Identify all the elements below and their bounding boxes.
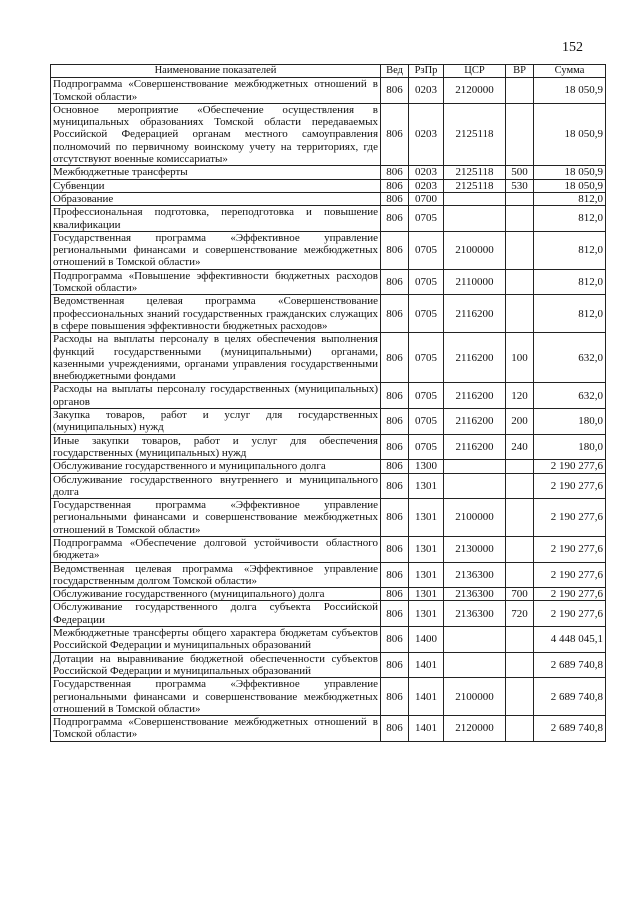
- cell-sum: 18 050,9: [534, 166, 606, 179]
- cell-name: Подпрограмма «Совершенствование межбюджетных отношений в Томской области»: [51, 78, 381, 104]
- cell-rzpr: 0203: [409, 78, 444, 104]
- cell-csr: [444, 460, 506, 473]
- cell-name: Обслуживание государственного долга субъекта Российской Федерации: [51, 601, 381, 627]
- cell-rzpr: 1400: [409, 627, 444, 653]
- cell-sum: 2 689 740,8: [534, 652, 606, 678]
- cell-sum: 812,0: [534, 231, 606, 269]
- cell-name: Обслуживание государственного (муниципального) долга: [51, 588, 381, 601]
- cell-ved: 806: [381, 295, 409, 333]
- cell-sum: 2 190 277,6: [534, 588, 606, 601]
- cell-ved: 806: [381, 192, 409, 205]
- cell-sum: 812,0: [534, 295, 606, 333]
- cell-vr: [506, 103, 534, 165]
- cell-rzpr: 1301: [409, 588, 444, 601]
- cell-rzpr: 0705: [409, 295, 444, 333]
- table-row: [51, 678, 606, 716]
- table-row: [51, 473, 606, 499]
- cell-rzpr: 1301: [409, 473, 444, 499]
- cell-csr: 2125118: [444, 179, 506, 192]
- table-row: [51, 434, 606, 460]
- cell-sum: 2 689 740,8: [534, 716, 606, 742]
- cell-ved: 806: [381, 588, 409, 601]
- cell-csr: 2110000: [444, 269, 506, 295]
- cell-vr: [506, 536, 534, 562]
- cell-rzpr: 1401: [409, 678, 444, 716]
- cell-sum: 18 050,9: [534, 78, 606, 104]
- cell-rzpr: 0203: [409, 103, 444, 165]
- header-row: [51, 65, 606, 78]
- cell-vr: [506, 192, 534, 205]
- cell-name: Ведомственная целевая программа «Совершенствование профессиональных знаний государственных гражданских служащих в сфере повышения эффективности бюджетных расходов»: [51, 295, 381, 333]
- cell-vr: [506, 652, 534, 678]
- cell-csr: 2116200: [444, 434, 506, 460]
- cell-vr: [506, 269, 534, 295]
- cell-name: Дотации на выравнивание бюджетной обеспеченности субъектов Российской Федерации и муниципальных образований: [51, 652, 381, 678]
- table-row: [51, 103, 606, 165]
- cell-sum: 632,0: [534, 333, 606, 383]
- table-row: [51, 460, 606, 473]
- cell-ved: 806: [381, 231, 409, 269]
- cell-name: Иные закупки товаров, работ и услуг для обеспечения государственных (муниципальных) нужд: [51, 434, 381, 460]
- cell-ved: 806: [381, 601, 409, 627]
- budget-table: [50, 64, 606, 742]
- cell-rzpr: 0705: [409, 434, 444, 460]
- table-row: [51, 192, 606, 205]
- cell-vr: [506, 678, 534, 716]
- cell-vr: [506, 460, 534, 473]
- cell-rzpr: 0203: [409, 166, 444, 179]
- header-ved: Вед: [381, 65, 409, 78]
- table-row: [51, 333, 606, 383]
- cell-vr: [506, 499, 534, 537]
- cell-sum: 18 050,9: [534, 179, 606, 192]
- cell-csr: 2136300: [444, 562, 506, 588]
- cell-vr: [506, 473, 534, 499]
- cell-sum: 812,0: [534, 192, 606, 205]
- cell-csr: 2116200: [444, 295, 506, 333]
- table-row: [51, 716, 606, 742]
- cell-rzpr: 0700: [409, 192, 444, 205]
- cell-csr: [444, 473, 506, 499]
- cell-csr: [444, 206, 506, 232]
- cell-name: Подпрограмма «Повышение эффективности бюджетных расходов Томской области»: [51, 269, 381, 295]
- cell-name: Подпрограмма «Обеспечение долговой устойчивости областного бюджета»: [51, 536, 381, 562]
- cell-csr: 2116200: [444, 409, 506, 435]
- header-csr: ЦСР: [444, 65, 506, 78]
- table-row: [51, 166, 606, 179]
- cell-vr: [506, 627, 534, 653]
- cell-csr: 2120000: [444, 78, 506, 104]
- cell-vr: 120: [506, 383, 534, 409]
- header-vr: ВР: [506, 65, 534, 78]
- cell-csr: [444, 627, 506, 653]
- cell-rzpr: 0705: [409, 383, 444, 409]
- table-row: [51, 383, 606, 409]
- cell-ved: 806: [381, 716, 409, 742]
- cell-sum: 180,0: [534, 409, 606, 435]
- cell-ved: 806: [381, 103, 409, 165]
- cell-ved: 806: [381, 434, 409, 460]
- cell-name: Обслуживание государственного и муниципального долга: [51, 460, 381, 473]
- cell-name: Профессиональная подготовка, переподготовка и повышение квалификации: [51, 206, 381, 232]
- cell-csr: 2136300: [444, 588, 506, 601]
- cell-ved: 806: [381, 562, 409, 588]
- cell-ved: 806: [381, 460, 409, 473]
- table-row: [51, 206, 606, 232]
- cell-sum: 812,0: [534, 206, 606, 232]
- cell-rzpr: 0705: [409, 231, 444, 269]
- cell-name: Расходы на выплаты персоналу государственных (муниципальных) органов: [51, 383, 381, 409]
- cell-vr: 200: [506, 409, 534, 435]
- header-sum: Сумма: [534, 65, 606, 78]
- cell-csr: [444, 192, 506, 205]
- table-row: [51, 409, 606, 435]
- cell-name: Межбюджетные трансферты общего характера бюджетам субъектов Российской Федерации и муниципальных образований: [51, 627, 381, 653]
- cell-vr: 700: [506, 588, 534, 601]
- cell-vr: [506, 562, 534, 588]
- cell-sum: 2 190 277,6: [534, 536, 606, 562]
- cell-rzpr: 1301: [409, 536, 444, 562]
- cell-name: Государственная программа «Эффективное управление региональными финансами и совершенствование межбюджетных отношений в Томской области»: [51, 499, 381, 537]
- table-row: [51, 562, 606, 588]
- table-row: [51, 652, 606, 678]
- cell-vr: [506, 78, 534, 104]
- cell-rzpr: 0705: [409, 409, 444, 435]
- cell-vr: [506, 295, 534, 333]
- cell-ved: 806: [381, 383, 409, 409]
- cell-name: Основное мероприятие «Обеспечение осуществления в муниципальных образованиях Томской области передаваемых Российской Федерацией органам местного самоуправления полномочий по первичному воинскому учету на территориях, где отсутствуют военные комиссариаты»: [51, 103, 381, 165]
- cell-ved: 806: [381, 499, 409, 537]
- cell-rzpr: 0203: [409, 179, 444, 192]
- cell-csr: 2116200: [444, 383, 506, 409]
- cell-vr: 500: [506, 166, 534, 179]
- cell-sum: 632,0: [534, 383, 606, 409]
- header-name: Наименование показателей: [51, 65, 381, 78]
- cell-rzpr: 1301: [409, 562, 444, 588]
- cell-vr: 100: [506, 333, 534, 383]
- table-row: [51, 536, 606, 562]
- cell-ved: 806: [381, 652, 409, 678]
- table-row: [51, 601, 606, 627]
- cell-csr: 2120000: [444, 716, 506, 742]
- cell-name: Обслуживание государственного внутреннего и муниципального долга: [51, 473, 381, 499]
- cell-name: Образование: [51, 192, 381, 205]
- cell-rzpr: 0705: [409, 269, 444, 295]
- cell-vr: 530: [506, 179, 534, 192]
- cell-sum: 180,0: [534, 434, 606, 460]
- cell-csr: 2125118: [444, 103, 506, 165]
- cell-sum: 2 190 277,6: [534, 499, 606, 537]
- cell-csr: 2100000: [444, 231, 506, 269]
- cell-ved: 806: [381, 409, 409, 435]
- cell-vr: [506, 206, 534, 232]
- table-row: [51, 78, 606, 104]
- cell-csr: [444, 652, 506, 678]
- table-row: [51, 627, 606, 653]
- cell-ved: 806: [381, 627, 409, 653]
- table-row: [51, 499, 606, 537]
- page-number: 152: [562, 40, 583, 55]
- cell-csr: 2136300: [444, 601, 506, 627]
- cell-rzpr: 0705: [409, 333, 444, 383]
- cell-name: Государственная программа «Эффективное управление региональными финансами и совершенствование межбюджетных отношений в Томской области»: [51, 678, 381, 716]
- cell-name: Государственная программа «Эффективное управление региональными финансами и совершенствование межбюджетных отношений в Томской области»: [51, 231, 381, 269]
- cell-rzpr: 1301: [409, 499, 444, 537]
- cell-name: Подпрограмма «Совершенствование межбюджетных отношений в Томской области»: [51, 716, 381, 742]
- cell-sum: 18 050,9: [534, 103, 606, 165]
- cell-csr: 2100000: [444, 499, 506, 537]
- table-row: [51, 179, 606, 192]
- cell-ved: 806: [381, 78, 409, 104]
- cell-name: Субвенции: [51, 179, 381, 192]
- cell-ved: 806: [381, 166, 409, 179]
- cell-sum: 2 190 277,6: [534, 562, 606, 588]
- cell-ved: 806: [381, 206, 409, 232]
- cell-ved: 806: [381, 678, 409, 716]
- cell-rzpr: 1300: [409, 460, 444, 473]
- table-row: [51, 295, 606, 333]
- cell-csr: 2116200: [444, 333, 506, 383]
- cell-ved: 806: [381, 179, 409, 192]
- table-row: [51, 269, 606, 295]
- cell-sum: 4 448 045,1: [534, 627, 606, 653]
- cell-vr: [506, 716, 534, 742]
- cell-vr: [506, 231, 534, 269]
- cell-ved: 806: [381, 269, 409, 295]
- cell-sum: 2 190 277,6: [534, 473, 606, 499]
- cell-ved: 806: [381, 473, 409, 499]
- cell-rzpr: 1401: [409, 716, 444, 742]
- cell-vr: 720: [506, 601, 534, 627]
- cell-name: Межбюджетные трансферты: [51, 166, 381, 179]
- cell-csr: 2125118: [444, 166, 506, 179]
- cell-csr: 2130000: [444, 536, 506, 562]
- cell-sum: 2 689 740,8: [534, 678, 606, 716]
- cell-csr: 2100000: [444, 678, 506, 716]
- cell-rzpr: 1301: [409, 601, 444, 627]
- cell-ved: 806: [381, 333, 409, 383]
- cell-ved: 806: [381, 536, 409, 562]
- cell-vr: 240: [506, 434, 534, 460]
- cell-name: Ведомственная целевая программа «Эффективное управление государственным долгом Томской области»: [51, 562, 381, 588]
- cell-sum: 2 190 277,6: [534, 601, 606, 627]
- cell-sum: 812,0: [534, 269, 606, 295]
- cell-sum: 2 190 277,6: [534, 460, 606, 473]
- header-rzpr: РзПр: [409, 65, 444, 78]
- cell-name: Расходы на выплаты персоналу в целях обеспечения выполнения функций государственными (муниципальными) органами, казенными учреждениями, органами управления государственными внебюджетными фондами: [51, 333, 381, 383]
- cell-rzpr: 1401: [409, 652, 444, 678]
- cell-rzpr: 0705: [409, 206, 444, 232]
- cell-name: Закупка товаров, работ и услуг для государственных (муниципальных) нужд: [51, 409, 381, 435]
- table-row: [51, 231, 606, 269]
- table-row: [51, 588, 606, 601]
